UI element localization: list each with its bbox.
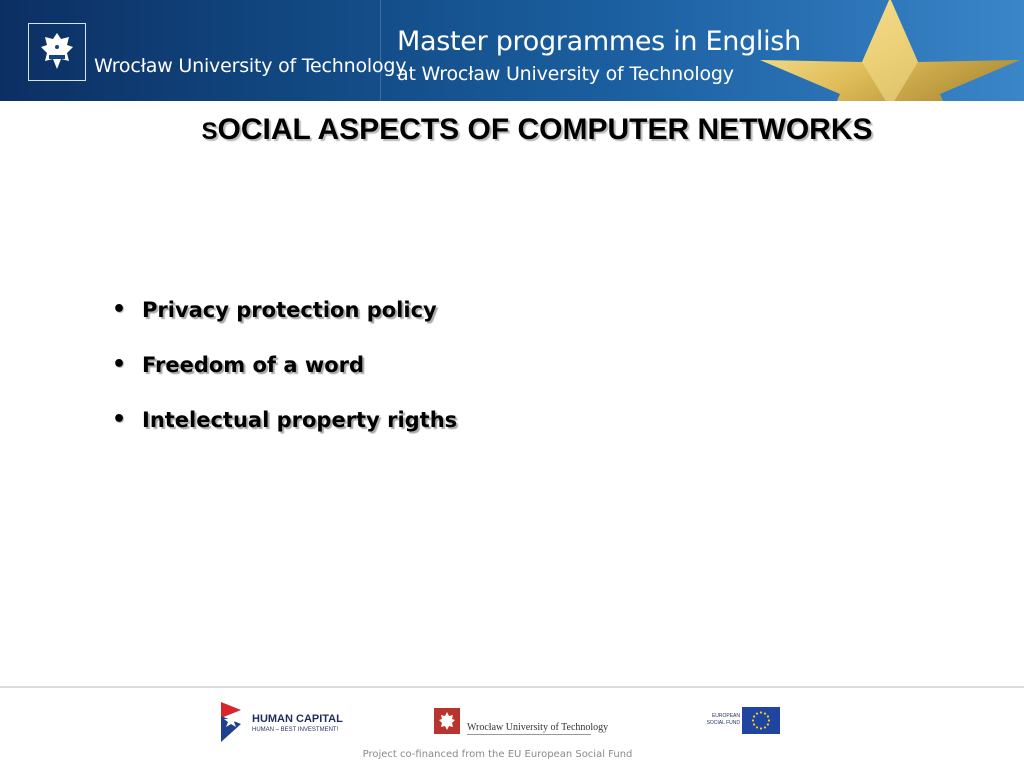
eu-star-icon [760, 727, 762, 729]
human-capital-star-icon [218, 700, 244, 744]
bullet-text: Freedom of a word [142, 353, 365, 377]
eu-star-icon [756, 726, 758, 728]
eu-flag-icon [742, 707, 780, 734]
banner-title: Master programmes in English [397, 26, 801, 57]
footer-note: Project co-financed from the EU European Social Fund [362, 749, 633, 760]
esf-line-2: SOCIAL FUND [706, 720, 740, 726]
eagle-crest-icon [37, 29, 77, 75]
slide-title-rest: OCIAL ASPECTS OF COMPUTER NETWORKS [217, 113, 873, 146]
human-capital-subtitle: HUMAN – BEST INVESTMENT! [252, 727, 339, 733]
bullet-text: Intelectual property rigths [142, 408, 458, 432]
eu-star-icon [764, 712, 766, 714]
human-capital-title: HUMAN CAPITAL [252, 713, 343, 725]
eu-star-icon [760, 711, 762, 713]
header-university-name: Wrocław University of Technology [94, 55, 407, 77]
footer-university-underline [467, 734, 591, 735]
bullet-icon: • [112, 407, 127, 432]
esf-label [700, 713, 740, 727]
banner-subtitle: at Wrocław University of Technology [397, 63, 734, 85]
list-item [112, 293, 457, 348]
slide-title [0, 113, 1024, 147]
eu-star-icon [753, 723, 755, 725]
header-banner [0, 0, 1024, 101]
list-item [112, 348, 457, 403]
eu-star-icon [756, 712, 758, 714]
eu-star-icon [767, 715, 769, 717]
banner-divider [380, 0, 381, 101]
bullet-icon: • [112, 352, 127, 377]
eu-star-icon [767, 723, 769, 725]
footer-university-name: Wrocław University of Technology [467, 722, 609, 733]
bullet-list [112, 293, 457, 458]
eu-star-icon [752, 719, 754, 721]
list-item [112, 403, 457, 458]
bullet-text: Privacy protection policy [142, 298, 437, 322]
eu-star-icon [768, 719, 770, 721]
footer-university-logo [434, 708, 460, 734]
footer-divider [0, 686, 1024, 688]
university-logo [28, 23, 86, 81]
bullet-icon: • [112, 297, 127, 322]
eagle-crest-icon [438, 711, 456, 731]
slide-title-initial: S [201, 118, 218, 145]
gold-star-icon [740, 0, 1024, 101]
eu-star-icon [753, 715, 755, 717]
esf-line-1: EUROPEAN [711, 713, 740, 719]
eu-star-icon [764, 726, 766, 728]
